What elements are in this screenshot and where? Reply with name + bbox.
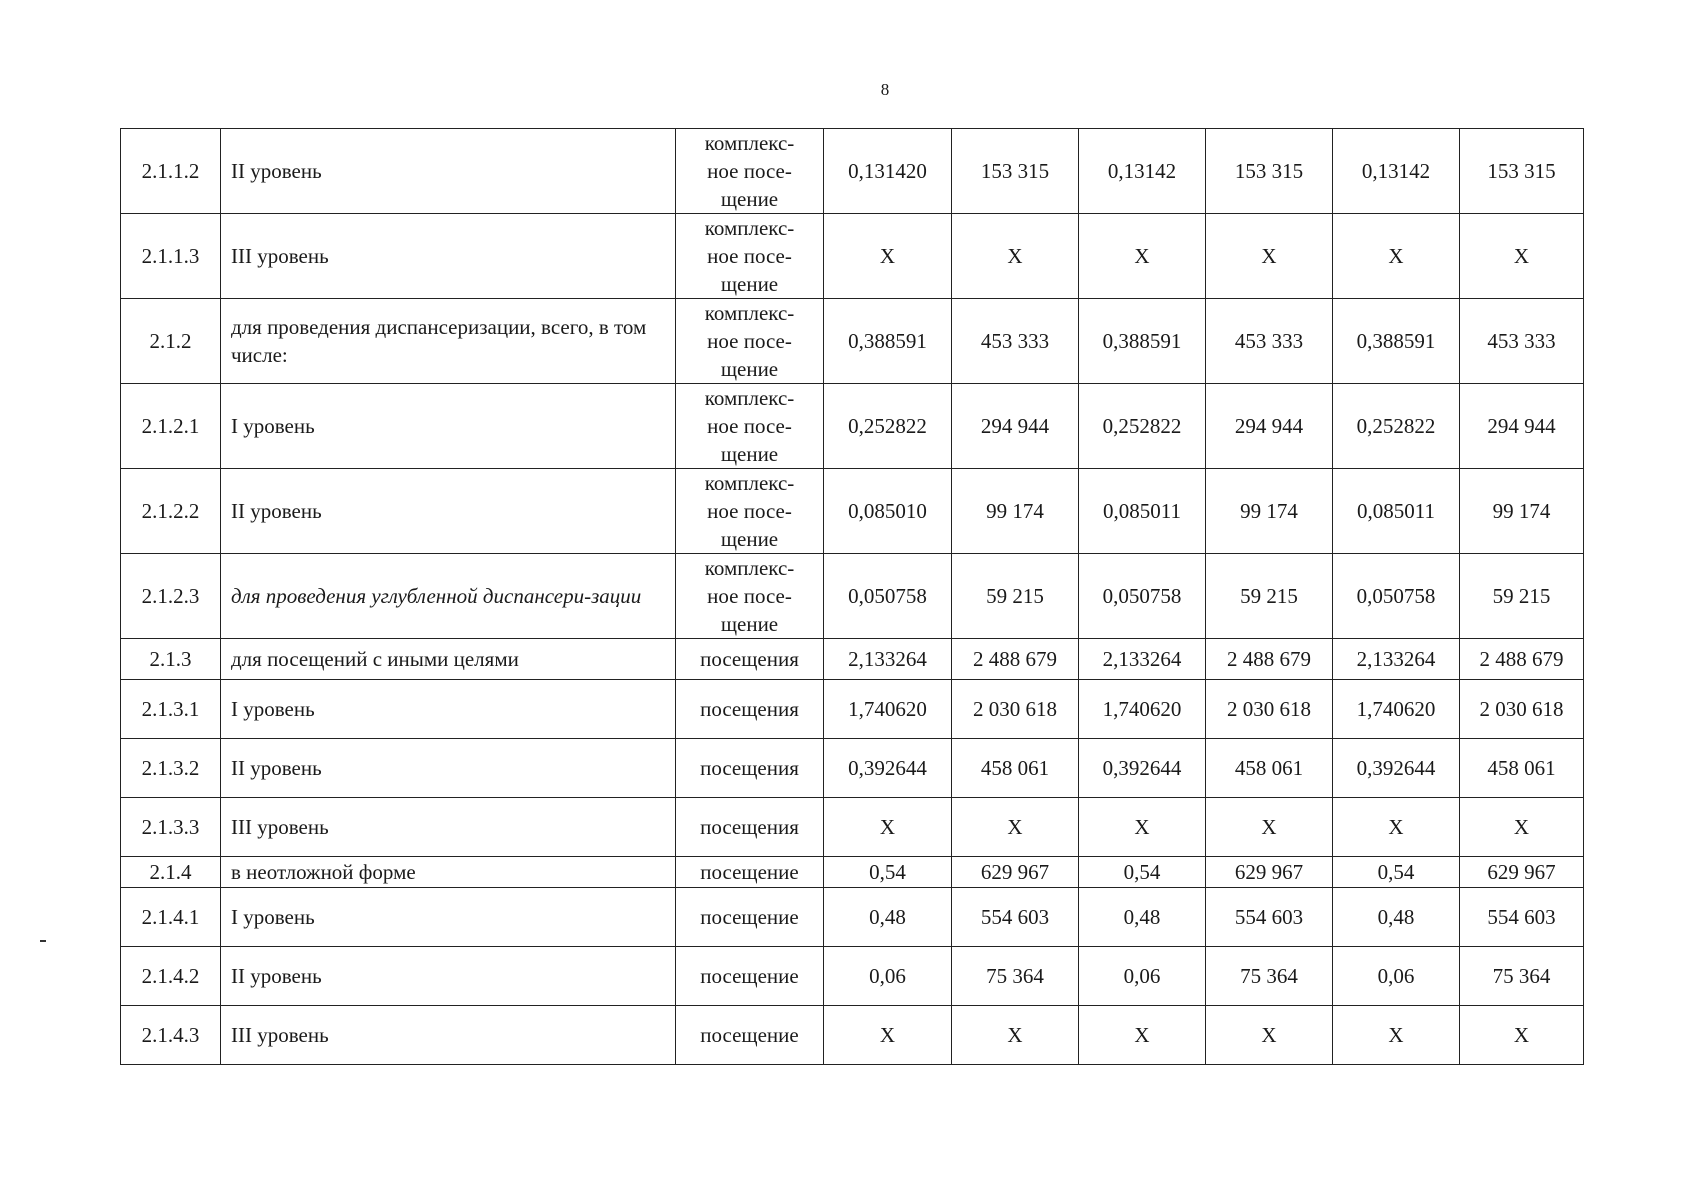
value-cell: 453 333 (1206, 299, 1333, 384)
row-unit (676, 888, 824, 947)
value-cell: 0,085011 (1079, 469, 1206, 554)
unit-line: комплекс- (704, 216, 795, 240)
table-body (121, 129, 1584, 1065)
value-cell: 2 488 679 (1460, 639, 1584, 680)
table-row (121, 739, 1584, 798)
value-cell: Х (1333, 214, 1460, 299)
unit-line: посещения (700, 647, 799, 671)
value-cell: 2 030 618 (1206, 680, 1333, 739)
value-cell: 59 215 (952, 554, 1079, 639)
value-cell: Х (824, 1006, 952, 1065)
value-cell: 554 603 (1206, 888, 1333, 947)
value-cell: 0,06 (1333, 947, 1460, 1006)
value-cell: 629 967 (1460, 857, 1584, 888)
unit-line: щение (720, 187, 779, 211)
value-cell: 458 061 (1206, 739, 1333, 798)
row-code: 2.1.3.1 (121, 680, 221, 739)
value-cell: 0,050758 (1333, 554, 1460, 639)
value-cell: 0,131420 (824, 129, 952, 214)
value-cell: Х (1460, 1006, 1584, 1065)
value-cell: 0,392644 (1333, 739, 1460, 798)
value-cell: 458 061 (952, 739, 1079, 798)
row-code: 2.1.2.2 (121, 469, 221, 554)
value-cell: 2 488 679 (1206, 639, 1333, 680)
value-cell: 0,252822 (824, 384, 952, 469)
table-row (121, 857, 1584, 888)
value-cell: 0,050758 (1079, 554, 1206, 639)
value-cell: Х (952, 798, 1079, 857)
value-cell: Х (1079, 1006, 1206, 1065)
value-cell: 0,54 (1079, 857, 1206, 888)
unit-line: комплекс- (704, 131, 795, 155)
row-name: III уровень (221, 798, 676, 857)
value-cell: 59 215 (1206, 554, 1333, 639)
value-cell: 153 315 (1206, 129, 1333, 214)
row-code: 2.1.1.3 (121, 214, 221, 299)
value-cell: Х (1333, 1006, 1460, 1065)
table-row (121, 680, 1584, 739)
unit-line: щение (720, 442, 779, 466)
table-row (121, 469, 1584, 554)
value-cell: Х (1460, 798, 1584, 857)
table-row (121, 798, 1584, 857)
unit-line: комплекс- (704, 471, 795, 495)
row-unit (676, 947, 824, 1006)
row-code: 2.1.2.1 (121, 384, 221, 469)
unit-line: щение (720, 527, 779, 551)
unit-line: ное посе- (707, 329, 792, 353)
row-name: III уровень (221, 1006, 676, 1065)
value-cell: Х (1206, 1006, 1333, 1065)
row-name: для проведения углубленной диспансери-зации (221, 554, 676, 639)
value-cell: 0,54 (1333, 857, 1460, 888)
value-cell: 99 174 (1460, 469, 1584, 554)
value-cell: 0,48 (1079, 888, 1206, 947)
row-name: для проведения диспансеризации, всего, в том числе: (221, 299, 676, 384)
row-unit (676, 384, 824, 469)
value-cell: 99 174 (952, 469, 1079, 554)
value-cell: Х (952, 214, 1079, 299)
value-cell: 0,13142 (1079, 129, 1206, 214)
table-row (121, 299, 1584, 384)
value-cell: Х (1206, 214, 1333, 299)
value-cell: 99 174 (1206, 469, 1333, 554)
value-cell: 0,48 (824, 888, 952, 947)
row-name: II уровень (221, 129, 676, 214)
value-cell: 2,133264 (1079, 639, 1206, 680)
row-unit (676, 739, 824, 798)
value-cell: 294 944 (1460, 384, 1584, 469)
value-cell: 0,388591 (1333, 299, 1460, 384)
unit-line: посещение (700, 1023, 799, 1047)
value-cell: 0,54 (824, 857, 952, 888)
row-unit (676, 1006, 824, 1065)
row-name: I уровень (221, 384, 676, 469)
value-cell: 0,085010 (824, 469, 952, 554)
row-code: 2.1.2.3 (121, 554, 221, 639)
value-cell: Х (1079, 798, 1206, 857)
unit-line: ное посе- (707, 584, 792, 608)
value-cell: 0,388591 (824, 299, 952, 384)
row-code: 2.1.4.1 (121, 888, 221, 947)
table-row (121, 214, 1584, 299)
value-cell: Х (1206, 798, 1333, 857)
unit-line: посещение (700, 905, 799, 929)
row-code: 2.1.3.2 (121, 739, 221, 798)
unit-line: ное посе- (707, 499, 792, 523)
unit-line: щение (720, 272, 779, 296)
row-unit (676, 798, 824, 857)
value-cell: 0,392644 (824, 739, 952, 798)
table-row (121, 947, 1584, 1006)
row-code: 2.1.2 (121, 299, 221, 384)
row-unit (676, 639, 824, 680)
value-cell: Х (952, 1006, 1079, 1065)
row-code: 2.1.1.2 (121, 129, 221, 214)
row-unit (676, 857, 824, 888)
value-cell: 0,252822 (1079, 384, 1206, 469)
table-row (121, 639, 1584, 680)
table-row (121, 1006, 1584, 1065)
value-cell: 554 603 (952, 888, 1079, 947)
value-cell: 1,740620 (824, 680, 952, 739)
value-cell: 0,06 (824, 947, 952, 1006)
value-cell: 2,133264 (1333, 639, 1460, 680)
value-cell: 294 944 (1206, 384, 1333, 469)
row-unit (676, 680, 824, 739)
value-cell: 629 967 (952, 857, 1079, 888)
unit-line: ное посе- (707, 414, 792, 438)
value-cell: Х (824, 214, 952, 299)
value-cell: 458 061 (1460, 739, 1584, 798)
unit-line: посещение (700, 860, 799, 884)
value-cell: 75 364 (1206, 947, 1333, 1006)
scan-mark (40, 940, 46, 942)
row-name: II уровень (221, 947, 676, 1006)
value-cell: 2,133264 (824, 639, 952, 680)
unit-line: щение (720, 357, 779, 381)
value-cell: 0,085011 (1333, 469, 1460, 554)
value-cell: 0,392644 (1079, 739, 1206, 798)
data-table (120, 128, 1584, 1065)
value-cell: 2 030 618 (1460, 680, 1584, 739)
unit-line: ное посе- (707, 159, 792, 183)
row-name: II уровень (221, 739, 676, 798)
unit-line: комплекс- (704, 386, 795, 410)
row-name: для посещений с иными целями (221, 639, 676, 680)
table-row (121, 554, 1584, 639)
value-cell: 554 603 (1460, 888, 1584, 947)
value-cell: 2 030 618 (952, 680, 1079, 739)
value-cell: 0,06 (1079, 947, 1206, 1006)
value-cell: 59 215 (1460, 554, 1584, 639)
unit-line: посещения (700, 815, 799, 839)
value-cell: Х (1079, 214, 1206, 299)
unit-line: щение (720, 612, 779, 636)
page-number: 8 (880, 80, 890, 99)
unit-line: ное посе- (707, 244, 792, 268)
row-code: 2.1.4.3 (121, 1006, 221, 1065)
row-name: I уровень (221, 680, 676, 739)
row-unit (676, 214, 824, 299)
value-cell: 153 315 (1460, 129, 1584, 214)
row-code: 2.1.3.3 (121, 798, 221, 857)
unit-line: посещения (700, 756, 799, 780)
value-cell: 453 333 (1460, 299, 1584, 384)
row-unit (676, 129, 824, 214)
table-row (121, 129, 1584, 214)
value-cell: 1,740620 (1079, 680, 1206, 739)
table-row (121, 888, 1584, 947)
value-cell: Х (1333, 798, 1460, 857)
unit-line: комплекс- (704, 301, 795, 325)
value-cell: 453 333 (952, 299, 1079, 384)
value-cell: 153 315 (952, 129, 1079, 214)
row-unit (676, 299, 824, 384)
value-cell: 0,388591 (1079, 299, 1206, 384)
value-cell: 0,050758 (824, 554, 952, 639)
unit-line: комплекс- (704, 556, 795, 580)
row-name: в неотложной форме (221, 857, 676, 888)
unit-line: посещение (700, 964, 799, 988)
value-cell: 0,252822 (1333, 384, 1460, 469)
row-unit (676, 469, 824, 554)
value-cell: 2 488 679 (952, 639, 1079, 680)
value-cell: Х (1460, 214, 1584, 299)
row-code: 2.1.3 (121, 639, 221, 680)
row-name: I уровень (221, 888, 676, 947)
value-cell: 75 364 (1460, 947, 1584, 1006)
value-cell: 629 967 (1206, 857, 1333, 888)
row-code: 2.1.4.2 (121, 947, 221, 1006)
row-name: III уровень (221, 214, 676, 299)
value-cell: Х (824, 798, 952, 857)
value-cell: 0,48 (1333, 888, 1460, 947)
row-unit (676, 554, 824, 639)
row-name: II уровень (221, 469, 676, 554)
row-code: 2.1.4 (121, 857, 221, 888)
value-cell: 1,740620 (1333, 680, 1460, 739)
value-cell: 75 364 (952, 947, 1079, 1006)
unit-line: посещения (700, 697, 799, 721)
value-cell: 0,13142 (1333, 129, 1460, 214)
value-cell: 294 944 (952, 384, 1079, 469)
table-row (121, 384, 1584, 469)
